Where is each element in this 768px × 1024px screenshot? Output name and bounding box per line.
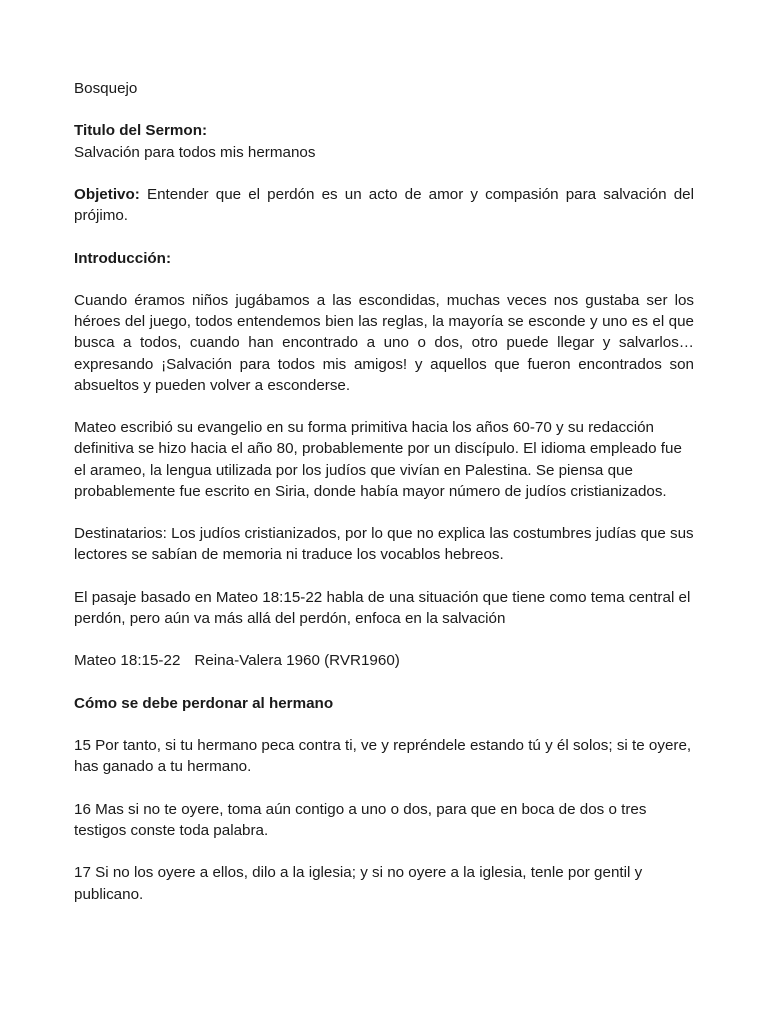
verse-16: 16 Mas si no te oyere, toma aún contigo a uno o dos, para que en boca de dos o tres testigos conste toda palabra. — [74, 800, 647, 839]
sermon-title-label: Titulo del Sermon: — [74, 122, 208, 140]
verse-15: 15 Por tanto, si tu hermano peca contra ti, ve y repréndele estando tú y él solos; si te oyere, has ganado a tu hermano. — [74, 737, 692, 776]
sermon-title-value: Salvación para todos mis hermanos — [74, 143, 316, 161]
objective-text: Entender que el perdón es un acto de amor y compasión para salvación del prójimo. — [74, 185, 694, 225]
section-heading: Cómo se debe perdonar al hermano — [74, 694, 334, 712]
objective-block — [74, 184, 694, 226]
paragraph-passage-summary: El pasaje basado en Mateo 18:15-22 habla de una situación que tiene como tema central el perdón, pero aún va más allá del perdón, enfoca en la salvación — [74, 588, 691, 627]
paragraph-intro-story: Cuando éramos niños jugábamos a las escondidas, muchas veces nos gustaba ser los héroes del juego, todos entendemos bien las reglas, la mayoría se esconde y uno es el que busca a todos, cuando han encontrado a uno o dos, otro puede llegar y salvarlos… expresando ¡Salvación para todos mis amigos! y aquellos que fueron encontrados son absueltos y pueden volver a esconderse. — [74, 291, 694, 394]
reference-version: Reina-Valera 1960 (RVR1960) — [194, 652, 400, 670]
reference-passage: Mateo 18:15-22 — [74, 652, 181, 670]
sermon-title-block — [74, 120, 694, 162]
paragraph-mateo-history: Mateo escribió su evangelio en su forma primitiva hacia los años 60-70 y su redacción definitiva se hizo hacia el año 80, probablemente por un discípulo. El idioma empleado fue el arameo, la lengua utilizada por los judíos que vivían en Palestina. Se piensa que probablemente fue escrito en Siria, donde había mayor número de judíos cristianizados. — [74, 419, 682, 500]
paragraph-destinatarios: Destinatarios: Los judíos cristianizados, por lo que no explica las costumbres judías que sus lectores se sabían de memoria ni traduce los vocablos hebreos. — [74, 525, 694, 564]
document-heading: Bosquejo — [74, 80, 138, 97]
scripture-reference — [74, 650, 694, 671]
introduction-heading: Introducción: — [74, 249, 172, 267]
verse-17: 17 Si no los oyere a ellos, dilo a la iglesia; y si no oyere a la iglesia, tenle por gentil y publicano. — [74, 864, 643, 903]
objective-label: Objetivo: — [74, 185, 140, 203]
